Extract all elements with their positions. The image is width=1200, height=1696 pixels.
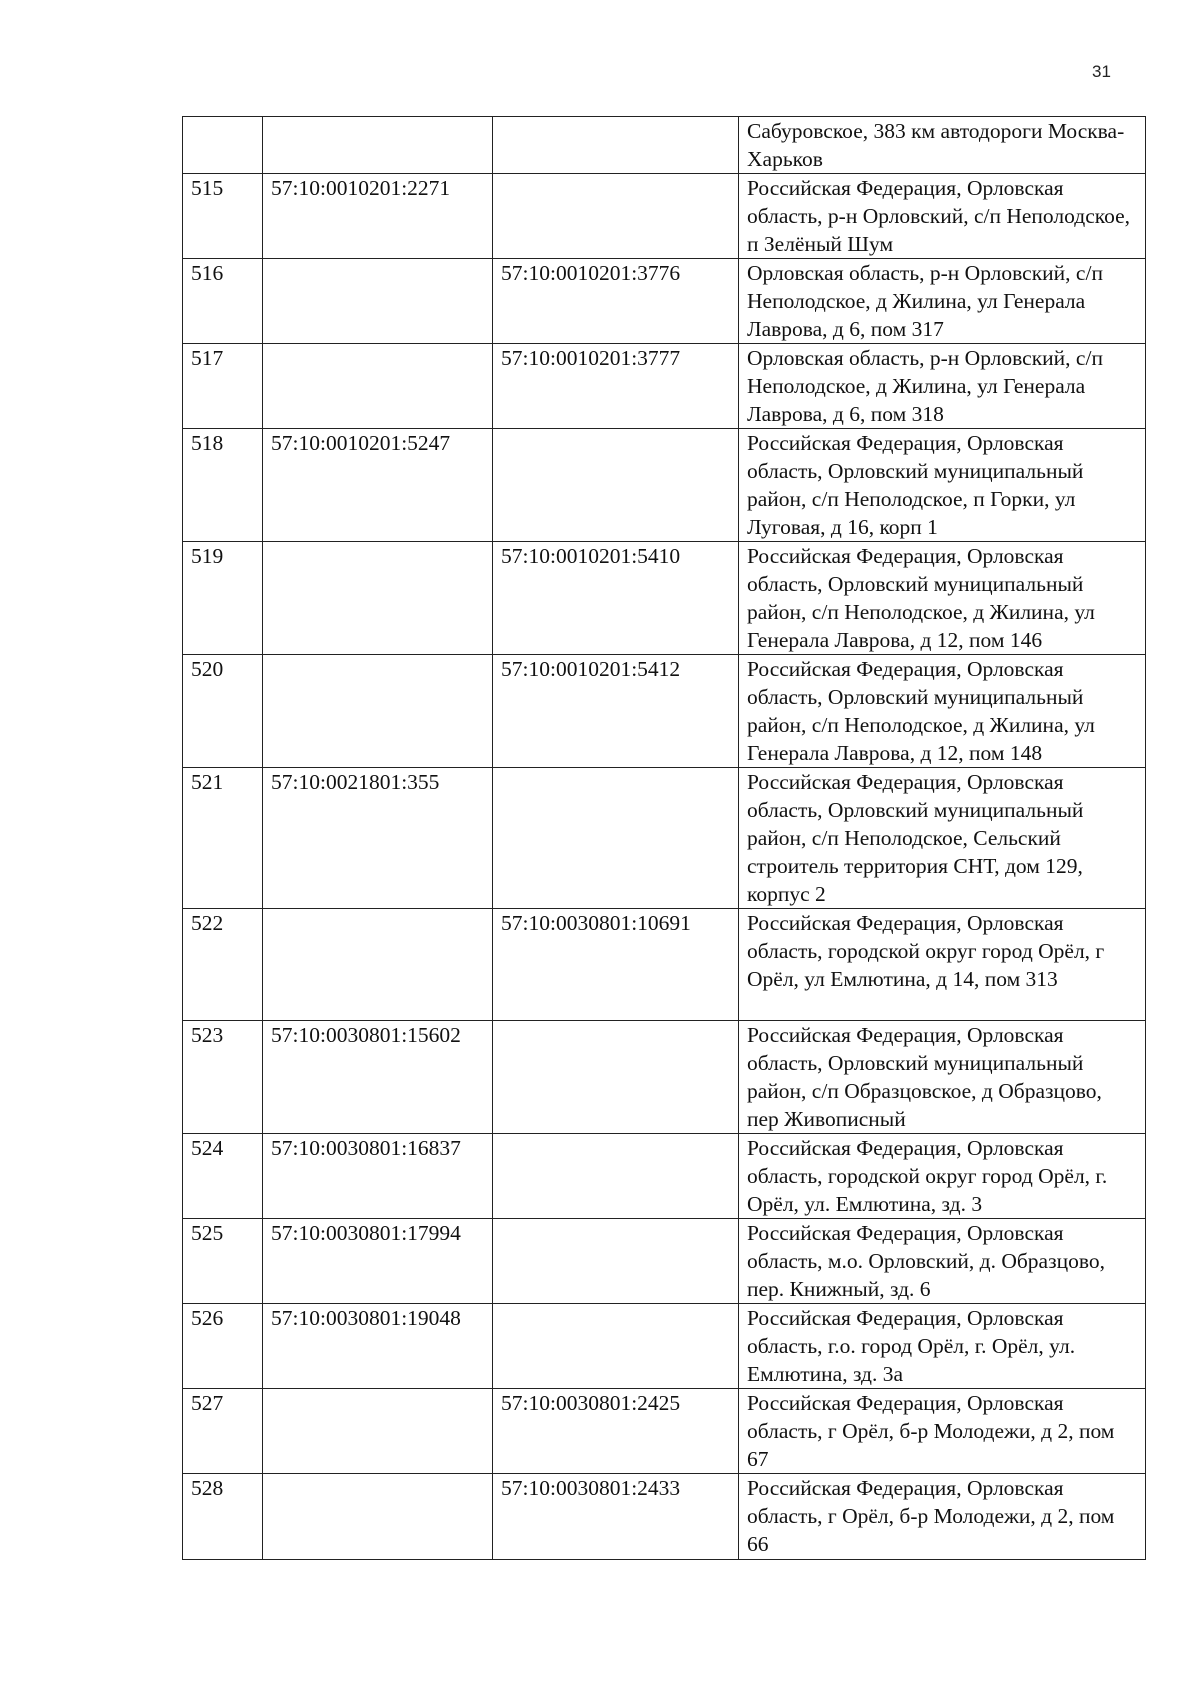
table-row	[183, 259, 1146, 344]
property-registry-table	[182, 116, 1146, 1560]
cadastral-number-premises-cell	[493, 174, 739, 259]
address-cell: Российская Федерация, Орловская область, р-н Орловский, с/п Неполодское, п Зелёный Шум	[739, 174, 1146, 259]
cadastral-number-cell	[263, 655, 493, 768]
page-number: 31	[1092, 62, 1111, 81]
row-number-cell: 515	[183, 174, 263, 259]
cadastral-number-cell	[263, 344, 493, 429]
table-row	[183, 429, 1146, 542]
cadastral-number-premises-cell	[493, 117, 739, 174]
address-cell: Российская Федерация, Орловская область, Орловский муниципальный район, с/п Неполодское, д Жилина, ул Генерала Лаврова, д 12, пом 148	[739, 655, 1146, 768]
cadastral-number-cell	[263, 259, 493, 344]
cadastral-number-premises-cell	[493, 1219, 739, 1304]
cadastral-number-premises-cell: 57:10:0010201:5412	[493, 655, 739, 768]
cadastral-number-cell	[263, 117, 493, 174]
address-cell: Российская Федерация, Орловская область, г Орёл, б-р Молодежи, д 2, пом 67	[739, 1389, 1146, 1474]
row-number-cell: 518	[183, 429, 263, 542]
table-row	[183, 768, 1146, 909]
table-row	[183, 1021, 1146, 1134]
table-row	[183, 655, 1146, 768]
row-number-cell: 517	[183, 344, 263, 429]
cadastral-number-cell	[263, 1389, 493, 1474]
cadastral-number-premises-cell: 57:10:0010201:3776	[493, 259, 739, 344]
table-row	[183, 909, 1146, 1021]
cadastral-number-cell: 57:10:0030801:17994	[263, 1219, 493, 1304]
address-cell: Российская Федерация, Орловская область, городской округ город Орёл, г Орёл, ул Емлютина, д 14, пом 313	[739, 909, 1146, 1021]
address-cell: Российская Федерация, Орловская область, городской округ город Орёл, г. Орёл, ул. Емлютина, зд. 3	[739, 1134, 1146, 1219]
row-number-cell: 516	[183, 259, 263, 344]
cadastral-number-premises-cell: 57:10:0010201:3777	[493, 344, 739, 429]
row-number-cell: 521	[183, 768, 263, 909]
address-cell: Орловская область, р-н Орловский, с/п Неполодское, д Жилина, ул Генерала Лаврова, д 6, пом 318	[739, 344, 1146, 429]
cadastral-number-cell: 57:10:0030801:19048	[263, 1304, 493, 1389]
address-cell: Сабуровское, 383 км автодороги Москва-Харьков	[739, 117, 1146, 174]
table-row	[183, 174, 1146, 259]
table-body	[183, 117, 1146, 1560]
row-number-cell: 522	[183, 909, 263, 1021]
table-row	[183, 117, 1146, 174]
cadastral-number-cell: 57:10:0030801:16837	[263, 1134, 493, 1219]
table-row	[183, 344, 1146, 429]
cadastral-number-premises-cell	[493, 768, 739, 909]
address-cell: Российская Федерация, Орловская область, м.о. Орловский, д. Образцово, пер. Книжный, зд. 6	[739, 1219, 1146, 1304]
row-number-cell: 527	[183, 1389, 263, 1474]
cadastral-number-premises-cell: 57:10:0030801:2425	[493, 1389, 739, 1474]
cadastral-number-premises-cell	[493, 429, 739, 542]
row-number-cell: 528	[183, 1474, 263, 1560]
cadastral-number-premises-cell: 57:10:0010201:5410	[493, 542, 739, 655]
row-number-cell: 526	[183, 1304, 263, 1389]
cadastral-number-cell: 57:10:0021801:355	[263, 768, 493, 909]
address-cell: Российская Федерация, Орловская область, Орловский муниципальный район, с/п Неполодское, Сельский строитель территория СНТ, дом 129, корпус 2	[739, 768, 1146, 909]
table-row	[183, 1304, 1146, 1389]
row-number-cell: 524	[183, 1134, 263, 1219]
row-number-cell: 525	[183, 1219, 263, 1304]
cadastral-number-premises-cell: 57:10:0030801:10691	[493, 909, 739, 1021]
address-cell: Российская Федерация, Орловская область, Орловский муниципальный район, с/п Образцовское, д Образцово, пер Живописный	[739, 1021, 1146, 1134]
address-cell: Российская Федерация, Орловская область, г.о. город Орёл, г. Орёл, ул. Емлютина, зд. 3а	[739, 1304, 1146, 1389]
cadastral-number-cell	[263, 542, 493, 655]
cadastral-number-cell	[263, 1474, 493, 1560]
cadastral-number-premises-cell: 57:10:0030801:2433	[493, 1474, 739, 1560]
address-cell: Орловская область, р-н Орловский, с/п Неполодское, д Жилина, ул Генерала Лаврова, д 6, пом 317	[739, 259, 1146, 344]
table-row	[183, 1134, 1146, 1219]
cadastral-number-premises-cell	[493, 1134, 739, 1219]
table-row	[183, 542, 1146, 655]
cadastral-number-cell: 57:10:0030801:15602	[263, 1021, 493, 1134]
address-cell: Российская Федерация, Орловская область, Орловский муниципальный район, с/п Неполодское, д Жилина, ул Генерала Лаврова, д 12, пом 146	[739, 542, 1146, 655]
row-number-cell	[183, 117, 263, 174]
cadastral-number-cell	[263, 909, 493, 1021]
address-cell: Российская Федерация, Орловская область, г Орёл, б-р Молодежи, д 2, пом 66	[739, 1474, 1146, 1560]
address-cell: Российская Федерация, Орловская область, Орловский муниципальный район, с/п Неполодское, п Горки, ул Луговая, д 16, корп 1	[739, 429, 1146, 542]
row-number-cell: 519	[183, 542, 263, 655]
cadastral-number-premises-cell	[493, 1304, 739, 1389]
cadastral-number-premises-cell	[493, 1021, 739, 1134]
row-number-cell: 523	[183, 1021, 263, 1134]
table-row	[183, 1474, 1146, 1560]
cadastral-number-cell: 57:10:0010201:2271	[263, 174, 493, 259]
table-row	[183, 1219, 1146, 1304]
row-number-cell: 520	[183, 655, 263, 768]
table-row	[183, 1389, 1146, 1474]
cadastral-number-cell: 57:10:0010201:5247	[263, 429, 493, 542]
